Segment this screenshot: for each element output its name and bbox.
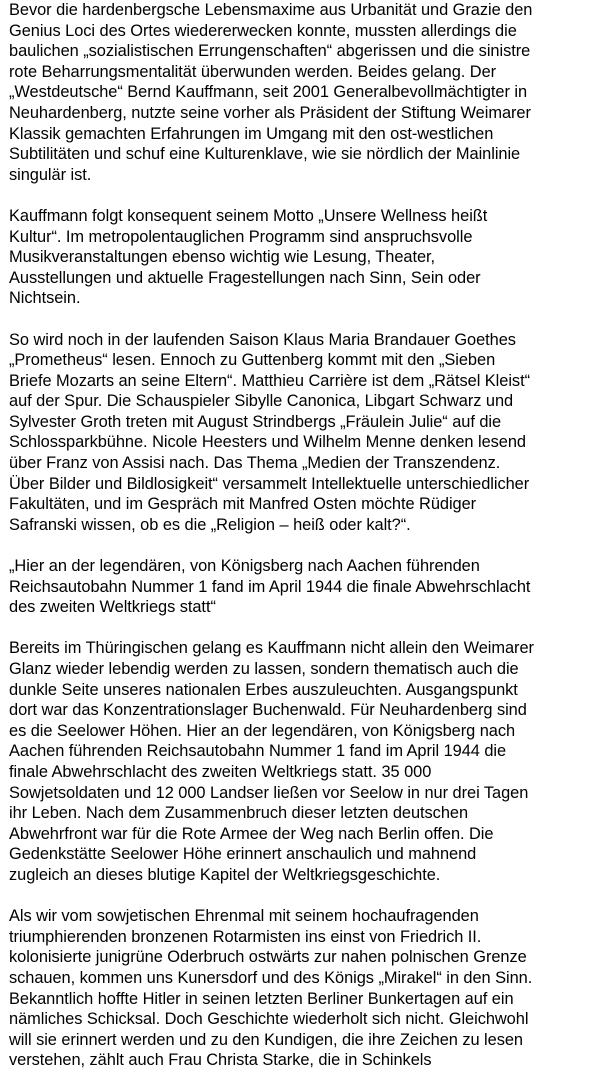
paragraph-pull-quote [9, 556, 605, 618]
text-line: nämliches Schicksal. Doch Geschichte wiederholt sich nicht. Gleichwohl [9, 1010, 529, 1029]
text-line: Safranski wissen, ob es die „Religion – heiß oder kalt?“. [9, 515, 411, 534]
text-line: will sie erinnert werden und zu den Kundigen, die ihre Zeichen zu lesen [9, 1030, 523, 1049]
paragraph-programm [9, 330, 605, 536]
text-line: zugleich an dieses blutige Kapitel der Weltkriegsgeschichte. [9, 865, 441, 884]
text-line: So wird noch in der laufenden Saison Klaus Maria Brandauer Goethes [9, 330, 516, 349]
text-line: Sowjetsoldaten und 12 000 Landser ließen vor Seelow in nur drei Tagen [9, 783, 529, 802]
paragraph-motto [9, 206, 605, 309]
text-line: Ausstellungen und aktuelle Fragestellungen nach Sinn, Sein oder [9, 268, 481, 287]
text-line: Genius Loci des Ortes wiedererwecken konnte, mussten allerdings die [9, 21, 517, 40]
text-line: Glanz wieder lebendig werden zu lassen, sondern thematisch auch die [9, 660, 519, 678]
text-line: Fakultäten, und im Gespräch mit Manfred Osten möchte Rüdiger [9, 495, 477, 514]
text-line: Aachen führenden Reichsautobahn Nummer 1 fand im April 1944 die [9, 742, 507, 761]
text-line: Abwehrfront war für die Rote Armee der Weg nach Berlin offen. Die [9, 824, 494, 843]
text-line: Bekanntlich hoffte Hitler in seinen letzten Berliner Bunkertagen auf ein [9, 989, 514, 1008]
text-line: es die Seelower Höhen. Hier an der legendären, von Königsberg nach [9, 721, 516, 740]
text-line: Sylvester Groth treten mit August Strindbergs „Fräulein Julie“ auf die [9, 412, 502, 431]
text-line: „Prometheus“ lesen. Ennoch zu Guttenberg kommt mit den „Sieben [9, 351, 496, 370]
text-line: Nichtsein. [9, 289, 81, 308]
text-line: finale Abwehrschlacht des zweiten Weltkriegs statt. 35 000 [9, 762, 432, 781]
text-line: Über Bilder und Bildlosigkeit“ versammelt Intellektuelle unterschiedlicher [9, 474, 530, 493]
text-line: Kauffmann folgt konsequent seinem Motto „Unsere Wellness heißt [9, 206, 488, 225]
text-line: auf der Spur. Die Schauspieler Sibylle Canonica, Libgart Schwarz und [9, 392, 514, 411]
text-line: Reichsautobahn Nummer 1 fand im April 1944 die finale Abwehrschlacht [9, 577, 531, 596]
paragraph-ehrenmal [9, 906, 605, 1071]
text-line: über Franz von Assisi nach. Das Thema „Medien der Transzendenz. [9, 454, 501, 473]
text-line: schauen, kommen uns Kunersdorf und des Königs „Mirakel“ in den Sinn. [9, 968, 533, 987]
article-body [9, 0, 605, 1091]
text-line: Briefe Mozarts an seine Eltern“. Matthieu Carrière ist dem „Rätsel Kleist“ [9, 371, 530, 390]
text-line: Als wir vom sowjetischen Ehrenmal mit seinem hochaufragenden [9, 907, 479, 926]
text-line: rote Beharrungsmentalität überwunden werden. Beides gelang. Der [9, 62, 497, 81]
text-line: des zweiten Weltkriegs statt“ [9, 598, 216, 617]
text-line: Bevor die hardenbergsche Lebensmaxime aus Urbanität und Grazie den [9, 1, 533, 19]
text-line: Klassik gemachten Erfahrungen im Umgang mit den ost-westlichen [9, 124, 494, 143]
text-line: baulichen „sozialistischen Errungenschaften“ abgerissen und die sinistre [9, 42, 531, 61]
paragraph-kulturenklave [9, 0, 605, 185]
text-line: Kultur“. Im metropolentauglichen Programm sind anspruchsvolle [9, 227, 473, 246]
text-line: triumphierenden bronzenen Rotarmisten ins einst von Friedrich II. [9, 927, 482, 946]
text-line: ihr Leben. Nach dem Zusammenbruch dieser letzten deutschen [9, 804, 469, 823]
text-line: kolonisierte junigrüne Oderbruch ostwärts zur nahen polnischen Grenze [9, 948, 527, 967]
text-line: singulär ist. [9, 165, 92, 184]
text-line: dunkle Seite unseres nationalen Erbes auszuleuchten. Ausgangspunkt [9, 680, 518, 699]
text-line: Gedenkstätte Seelower Höhe erinnert anschaulich und mahnend [9, 845, 477, 864]
text-line: verstehen, zählt auch Frau Christa Starke, die in Schinkels [9, 1051, 432, 1070]
text-line: dort war das Konzentrationslager Buchenwald. Für Neuhardenberg sind [9, 701, 527, 720]
text-line: Schlossparkbühne. Nicole Heesters und Wilhelm Menne denken lesend [9, 433, 526, 452]
text-line: „Hier an der legendären, von Königsberg nach Aachen führenden [9, 557, 480, 576]
text-line: Bereits im Thüringischen gelang es Kauffmann nicht allein den Weimarer [9, 639, 534, 658]
text-line: „Westdeutsche“ Bernd Kauffmann, seit 2001 Generalbevollmächtigter in [9, 83, 528, 102]
text-line: Subtilitäten und schuf eine Kulturenklave, wie sie nördlich der Mainlinie [9, 145, 521, 164]
text-line: Neuhardenberg, nutzte seine vorher als Präsident der Stiftung Weimarer [9, 103, 531, 122]
text-line: Musikveranstaltungen ebenso wichtig wie Lesung, Theater, [9, 248, 436, 267]
paragraph-seelower-hoehen [9, 638, 605, 885]
